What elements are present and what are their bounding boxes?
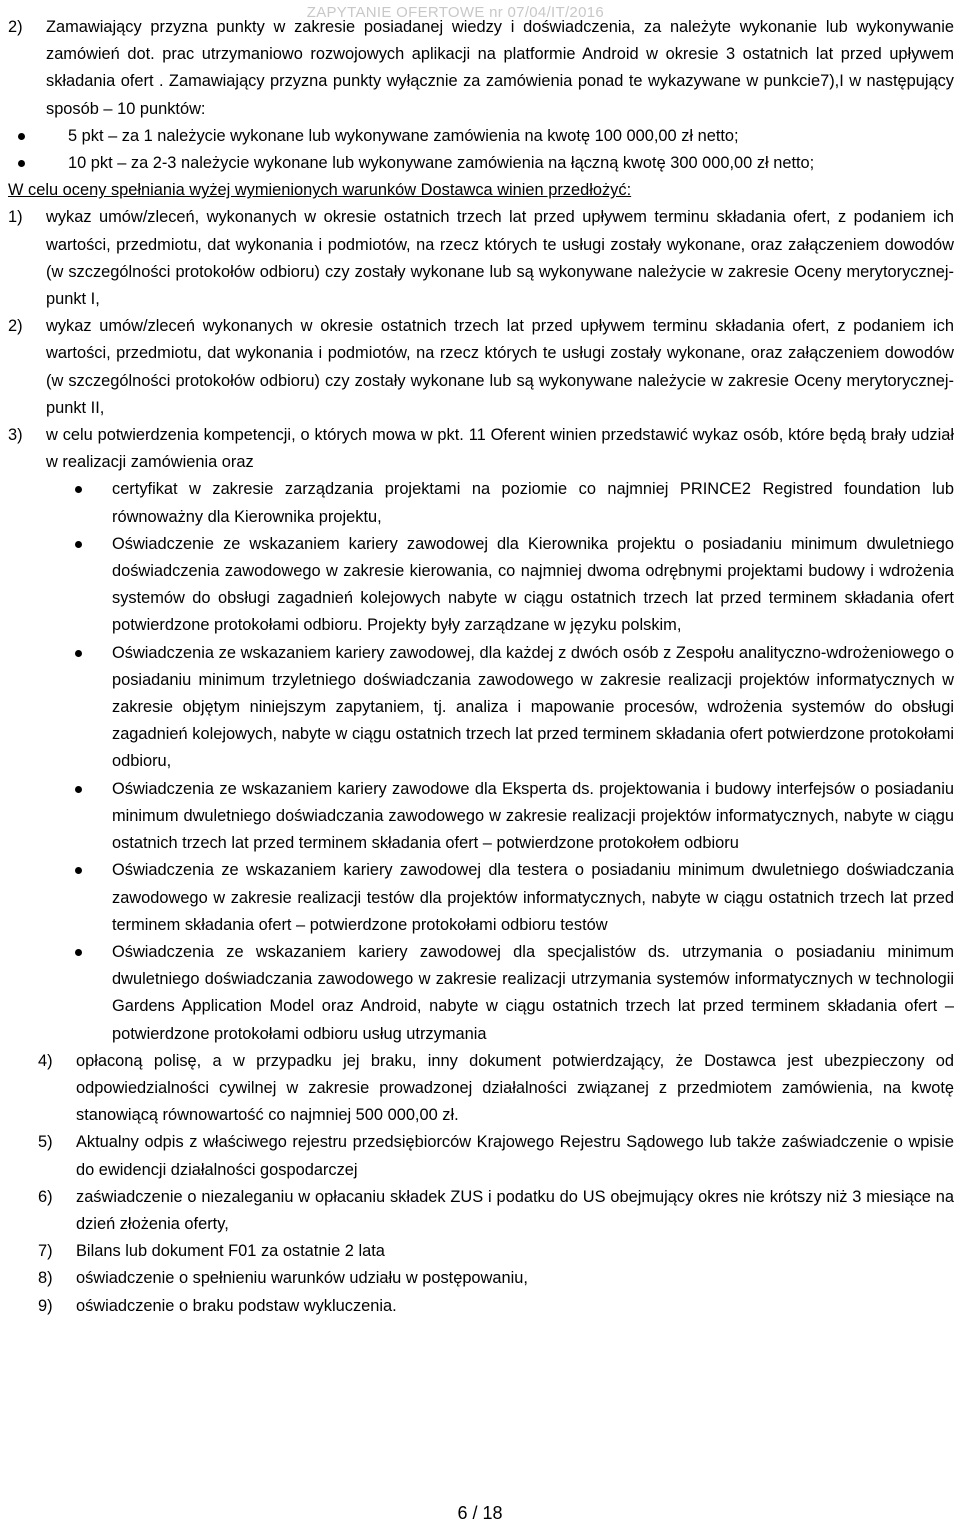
item-text: Oświadczenie ze wskazaniem kariery zawodowej dla Kierownika projektu o posiadaniu minimum dwuletniego doświadczenia zawodowego w zakresie kierowania, co najmniej dwoma odrębnymi projektami budowy i wdrożenia systemów do obsługi zagadnień kolejowych nabyte w ciągu ostatnich trzech lat przed terminem składania ofert potwierdzone protokołami odbioru. Projekty były zarządzane w języku polskim,	[112, 534, 954, 635]
bullet-icon	[75, 949, 82, 956]
item-text: wykaz umów/zleceń, wykonanych w okresie ostatnich trzech lat przed upływem terminu składania ofert, z podaniem ich wartości, przedmiotu, dat wykonania i podmiotów, na rzecz których te usługi zostały wykonane, oraz załączeniem dowodów (w szczególności protokołów odbioru) czy zostały wykonane lub są wykonywane należycie w zakresie Oceny merytorycznej- punkt I,	[46, 208, 954, 309]
list-item	[8, 150, 954, 177]
document-header: ZAPYTANIE OFERTOWE nr 07/04/IT/2016	[306, 4, 604, 21]
list-item	[8, 776, 954, 858]
page-number: 6 / 18	[457, 1503, 503, 1523]
item-text: Zamawiający przyzna punkty w zakresie posiadanej wiedzy i doświadczenia, za należyte wykonanie lub wykonywanie zamówień dot. prac utrzymaniowo rozwojowych aplikacji na platformie Android w okresie 3 ostatnich lat przed upływem składania ofert . Zamawiający przyzna punkty wyłącznie za zamówienia ponad te wykazywane w punkcie7),I w następujący sposób – 10 punktów:	[46, 18, 954, 118]
intro-paragraph	[8, 14, 954, 123]
item-number: 6)	[38, 1187, 53, 1206]
bullet-icon	[75, 786, 82, 793]
list-item	[8, 531, 954, 640]
item-text: Aktualny odpis z właściwego rejestru przedsiębiorców Krajowego Rejestru Sądowego lub także zaświadczenie o wpisie do ewidencji działalności gospodarczej	[76, 1133, 954, 1179]
list-item	[8, 640, 954, 776]
item-number: 7)	[38, 1242, 53, 1261]
list-item	[8, 1184, 954, 1238]
item-text: Bilans lub dokument F01 za ostatnie 2 lata	[76, 1242, 385, 1261]
list-item	[8, 1129, 954, 1183]
list-item	[8, 313, 954, 422]
document-body	[8, 14, 954, 1320]
item-text: 10 pkt – za 2-3 należycie wykonane lub wykonywane zamówienia na łączną kwotę 300 000,00 zł netto;	[68, 154, 815, 173]
item-text: Oświadczenia ze wskazaniem kariery zawodowe dla Eksperta ds. projektowania i budowy interfejsów o posiadaniu minimum dwuletniego doświadczania zawodowego w zakresie realizacji projektów informatycznych, nabyte w ciągu ostatnich trzech lat przed terminem składania ofert – potwierdzone protokołem odbioru	[112, 779, 954, 853]
item-number: 5)	[38, 1133, 53, 1152]
item-text: oświadczenie o spełnieniu warunków udziału w postępowaniu,	[76, 1269, 528, 1288]
item-number: 9)	[38, 1296, 53, 1315]
item-number: 2)	[8, 317, 23, 336]
bullet-icon	[75, 541, 82, 548]
list-item	[8, 1048, 954, 1130]
item-number: 2)	[8, 18, 23, 36]
bullet-icon	[18, 160, 25, 167]
requirement-heading: W celu oceny spełniania wyżej wymienionych warunków Dostawca winien przedłożyć:	[8, 181, 632, 200]
list-item	[8, 123, 954, 150]
list-item	[8, 476, 954, 530]
item-text: Oświadczenia ze wskazaniem kariery zawodowej dla testera o posiadaniu minimum dwuletniego doświadczania zawodowego w zakresie realizacji testów dla projektów informatycznych, nabyte w ciągu ostatnich trzech lat przed terminem składania ofert – potwierdzone protokołami odbioru testów	[112, 861, 954, 934]
item-text: Oświadczenia ze wskazaniem kariery zawodowej dla specjalistów ds. utrzymania o posiadaniu minimum dwuletniego doświadczania zawodowego w zakresie realizacji utrzymania systemów informatycznych w technologii Gardens Application Model oraz Android, nabyte w ciągu ostatnich trzech lat przed terminem składania ofert – potwierdzone protokołami odbioru usług utrzymania	[112, 942, 954, 1043]
list-item	[8, 1238, 954, 1265]
item-text: Oświadczenia ze wskazaniem kariery zawodowej, dla każdej z dwóch osób z Zespołu analityczno-wdrożeniowego o posiadaniu minimum trzyletniego doświadczania zawodowego w zakresie realizacji projektów informatycznych w zakresie objętym niniejszym zapytaniem, tj. analiza i mapowanie procesów, wdrożenia systemów do obsługi zagadnień kolejowych, nabyte w ciągu ostatnich trzech lat przed terminem składania ofert potwierdzone protokołami odbioru,	[112, 643, 954, 771]
list-item	[8, 1293, 954, 1320]
item-text: certyfikat w zakresie zarządzania projektami na poziomie co najmniej PRINCE2 Registred foundation lub równoważny dla Kierownika projektu,	[112, 480, 954, 526]
item-text: zaświadczenie o niezaleganiu w opłacaniu składek ZUS i podatku do US obejmujący okres nie krótszy niż 3 miesiące na dzień złożenia oferty,	[76, 1187, 954, 1233]
item-text: 5 pkt – za 1 należycie wykonane lub wykonywane zamówienia na kwotę 100 000,00 zł netto;	[68, 126, 739, 145]
list-item	[8, 1265, 954, 1292]
item-number: 3)	[8, 426, 23, 445]
item-number: 1)	[8, 208, 23, 227]
bullet-icon	[75, 650, 82, 657]
list-item	[8, 939, 954, 1048]
item-number: 4)	[38, 1051, 53, 1070]
list-item	[8, 857, 954, 939]
bullet-icon	[18, 133, 25, 140]
list-item	[8, 204, 954, 313]
item-text: oświadczenie o braku podstaw wykluczenia.	[76, 1296, 397, 1315]
item-text: opłaconą polisę, a w przypadku jej braku, inny dokument potwierdzający, że Dostawca jest ubezpieczony od odpowiedzialności cywilnej w zakresie prowadzonej działalności związanej z przedmiotem zamówienia, na kwotę stanowiącą równowartość co najmniej 500 000,00 zł.	[76, 1051, 954, 1125]
item-number: 8)	[38, 1269, 53, 1288]
item-text: w celu potwierdzenia kompetencji, o których mowa w pkt. 11 Oferent winien przedstawić wykaz osób, które będą brały udział w realizacji zamówienia oraz	[46, 426, 954, 472]
list-item	[8, 422, 954, 476]
item-text: wykaz umów/zleceń wykonanych w okresie ostatnich trzech lat przed upływem terminu składania ofert, z podaniem ich wartości, przedmiotu, dat wykonania i podmiotów, na rzecz których te usługi zostały wykonane, oraz załączeniem dowodów (w szczególności protokołów odbioru) czy zostały wykonane lub są wykonywane należycie w zakresie Oceny merytorycznej- punkt II,	[46, 317, 954, 417]
